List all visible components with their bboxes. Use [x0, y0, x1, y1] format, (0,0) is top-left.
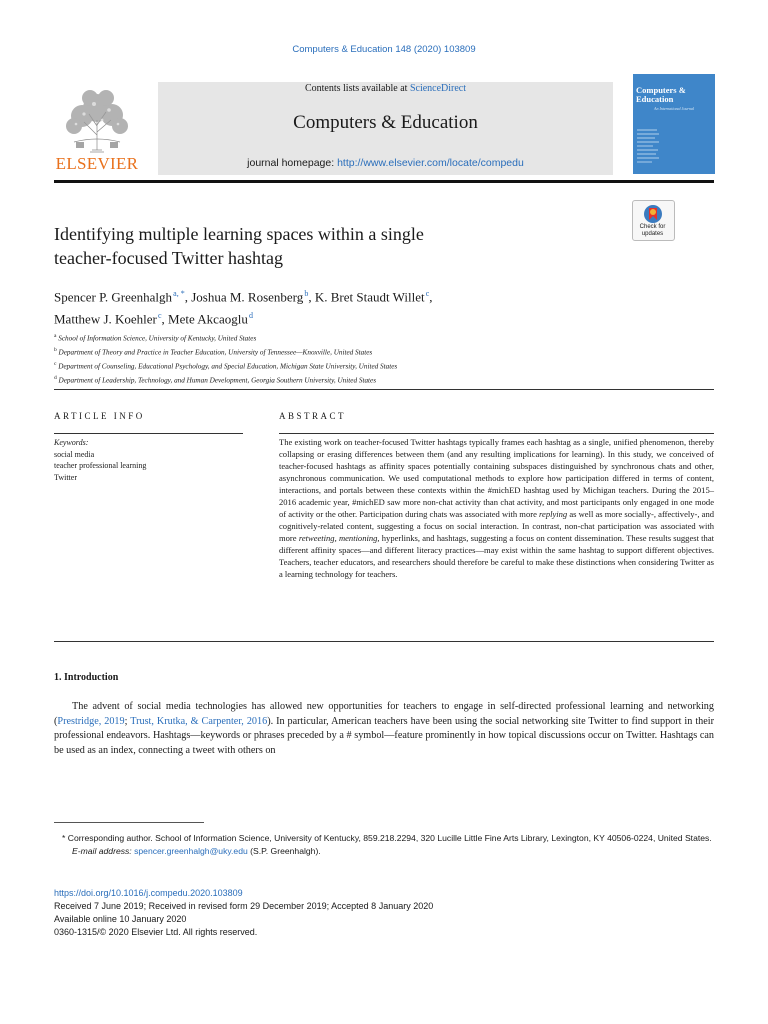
section-rule [54, 389, 714, 390]
copyright: 0360-1315/© 2020 Elsevier Ltd. All rights reserved. [54, 927, 258, 937]
publication-info [54, 887, 714, 939]
journal-homepage [158, 157, 613, 169]
author-name[interactable]: K. Bret Staudt Willet [314, 289, 425, 305]
homepage-label: journal homepage: [247, 157, 338, 169]
author-name[interactable]: Joshua M. Rosenberg [191, 289, 304, 305]
author-affil-mark[interactable]: d [248, 311, 253, 321]
footnote-marker: * [62, 833, 66, 843]
elsevier-wordmark: ELSEVIER [55, 154, 139, 173]
abstract-rule [279, 433, 714, 434]
keyword-item: teacher professional learning [54, 461, 147, 470]
citation-link[interactable]: Prestridge, 2019 [57, 715, 125, 727]
online-date: Available online 10 January 2020 [54, 914, 187, 924]
article-title [54, 222, 614, 270]
author-affil-mark[interactable]: c [425, 289, 430, 298]
section-rule [54, 641, 714, 642]
footnote-rule [54, 822, 204, 823]
contents-line [158, 83, 613, 94]
author-affil-mark[interactable]: a, * [173, 289, 185, 298]
keywords-block [54, 437, 243, 483]
affiliation-item: $^d$ Department of Leadership, Technology, and Human Development, Georgia Southern University, United States [54, 374, 377, 385]
affiliation-item: $^c$ Department of Counseling, Educational Psychology, and Special Education, Michigan State University, United States [54, 360, 398, 371]
homepage-link[interactable]: http://www.elsevier.com/locate/compedu [337, 157, 524, 169]
author-name[interactable]: Matthew J. Koehler [54, 311, 157, 327]
author-name[interactable]: Mete Akcaoglu [168, 311, 248, 327]
title-line-1: Identifying multiple learning spaces within a single [54, 224, 424, 244]
author-list: Spencer P. Greenhalgh $^{a, *}$, Joshua M. Rosenberg $^b$, K. Bret Staudt Willet $^c$, Matthew J. Koehler $^c$, Mete Akcaoglu $^d$ [54, 289, 433, 327]
author-affil-mark[interactable]: c [157, 311, 162, 321]
keyword-item: social media [54, 449, 95, 459]
cover-title: Computers & Education [636, 85, 686, 104]
sciencedirect-link[interactable]: ScienceDirect [409, 83, 467, 94]
article-info-heading: ARTICLE INFO [54, 411, 145, 421]
introduction-paragraph: The advent of social media technologies has allowed new opportunities for teachers to engage in self-directed professional learning and networking (Prestridge, 2019; Trust, Krutka, & Carpenter, 2016). In particular, American teachers have been using the social networking site Twitter to find support in their professional endeavors. Hashtags—keywords or phrases preceded by a # symbol—feature prominently in how topical discussions occur on Twitter. Hashtags can be used as an index, connecting a tweet with others on [54, 701, 714, 756]
affiliation-list [54, 331, 714, 387]
keywords-label: Keywords: [54, 438, 89, 447]
header-rule [54, 180, 714, 183]
author-name[interactable]: Spencer P. Greenhalgh [54, 289, 173, 305]
check-for-updates-label: Check for updates [639, 224, 666, 237]
doi-link[interactable]: https://doi.org/10.1016/j.compedu.2020.103809 [54, 888, 243, 898]
corresponding-author-footnote: * Corresponding author. School of Information Science, University of Kentucky, 859.218.2294, 320 Lucille Little Fine Arts Library, Lexington, KY 40506-0224, United States. E-mail address: spencer.greenhalgh@uky.edu (S.P. Greenhalgh). [54, 832, 714, 858]
article-info-rule [54, 433, 243, 434]
email-label: E-mail address: [72, 846, 132, 856]
citation-link[interactable]: Trust, Krutka, & Carpenter, 2016 [130, 715, 268, 727]
affiliation-item: $^b$ Department of Theory and Practice in Teacher Education, University of Tennessee—Knoxville, United States [54, 346, 373, 357]
footnote-text: Corresponding author. School of Information Science, University of Kentucky, 859.218.2294, 320 Lucille Little Fine Arts Library, Lexington, KY 40506-0224, United States. [65, 833, 712, 843]
bookmark-icon [643, 204, 663, 224]
email-link[interactable]: spencer.greenhalgh@uky.edu [134, 846, 248, 856]
received-dates: Received 7 June 2019; Received in revised form 29 December 2019; Accepted 8 January 2020 [54, 901, 434, 911]
cover-contents-lines [637, 128, 663, 168]
contents-prefix: Contents lists available at [304, 83, 410, 94]
cover-subtitle: An International Journal [654, 106, 694, 111]
title-line-2: teacher-focused Twitter hashtag [54, 248, 283, 268]
affiliation-item: $^a$ School of Information Science, University of Kentucky, United States [54, 333, 257, 343]
keyword-item: Twitter [54, 472, 77, 482]
running-head[interactable]: Computers & Education 148 (2020) 103809 [292, 44, 476, 55]
journal-name: Computers & Education [293, 112, 478, 133]
abstract-text: The existing work on teacher-focused Twitter hashtags typically frames each hashtag as a single, unified phenomenon, thereby collapsing or erasing differences between them (and any resulting implications for learning). In this study, we conceived of teacher-focused hashtags as affinity spaces potentially containing subspaces distinguished by synchronous chats and other, asynchronous communication. We used computational methods to explore how participation differed in terms of content, interactions, and portals between these contexts within the #michED hashtag used by Michigan teachers. During the 2015–2016 academic year, #michED saw more non-chat activity than chat activity, and most participants only engaged in one mode of activity or the other. Participation during chats was associated with more replying as well as more socially-, affectively-, and cognitively-related content, suggesting a focus on social interaction. In contrast, non-chat participation was associated with more retweeting, mentioning, hyperlinks, and hashtags, suggesting a focus on content dissemination. These results suggest that different affinity spaces—and different literacy practices—may exist within the same hashtag to support different objectives. Teachers, teacher educators, and researchers should therefore be careful to make these distinctions when considering Twitter as a learning technology for teachers. [279, 437, 714, 580]
abstract-heading: ABSTRACT [279, 411, 347, 421]
author-affil-mark[interactable]: b [304, 289, 309, 298]
introduction-heading: 1. Introduction [54, 672, 119, 683]
